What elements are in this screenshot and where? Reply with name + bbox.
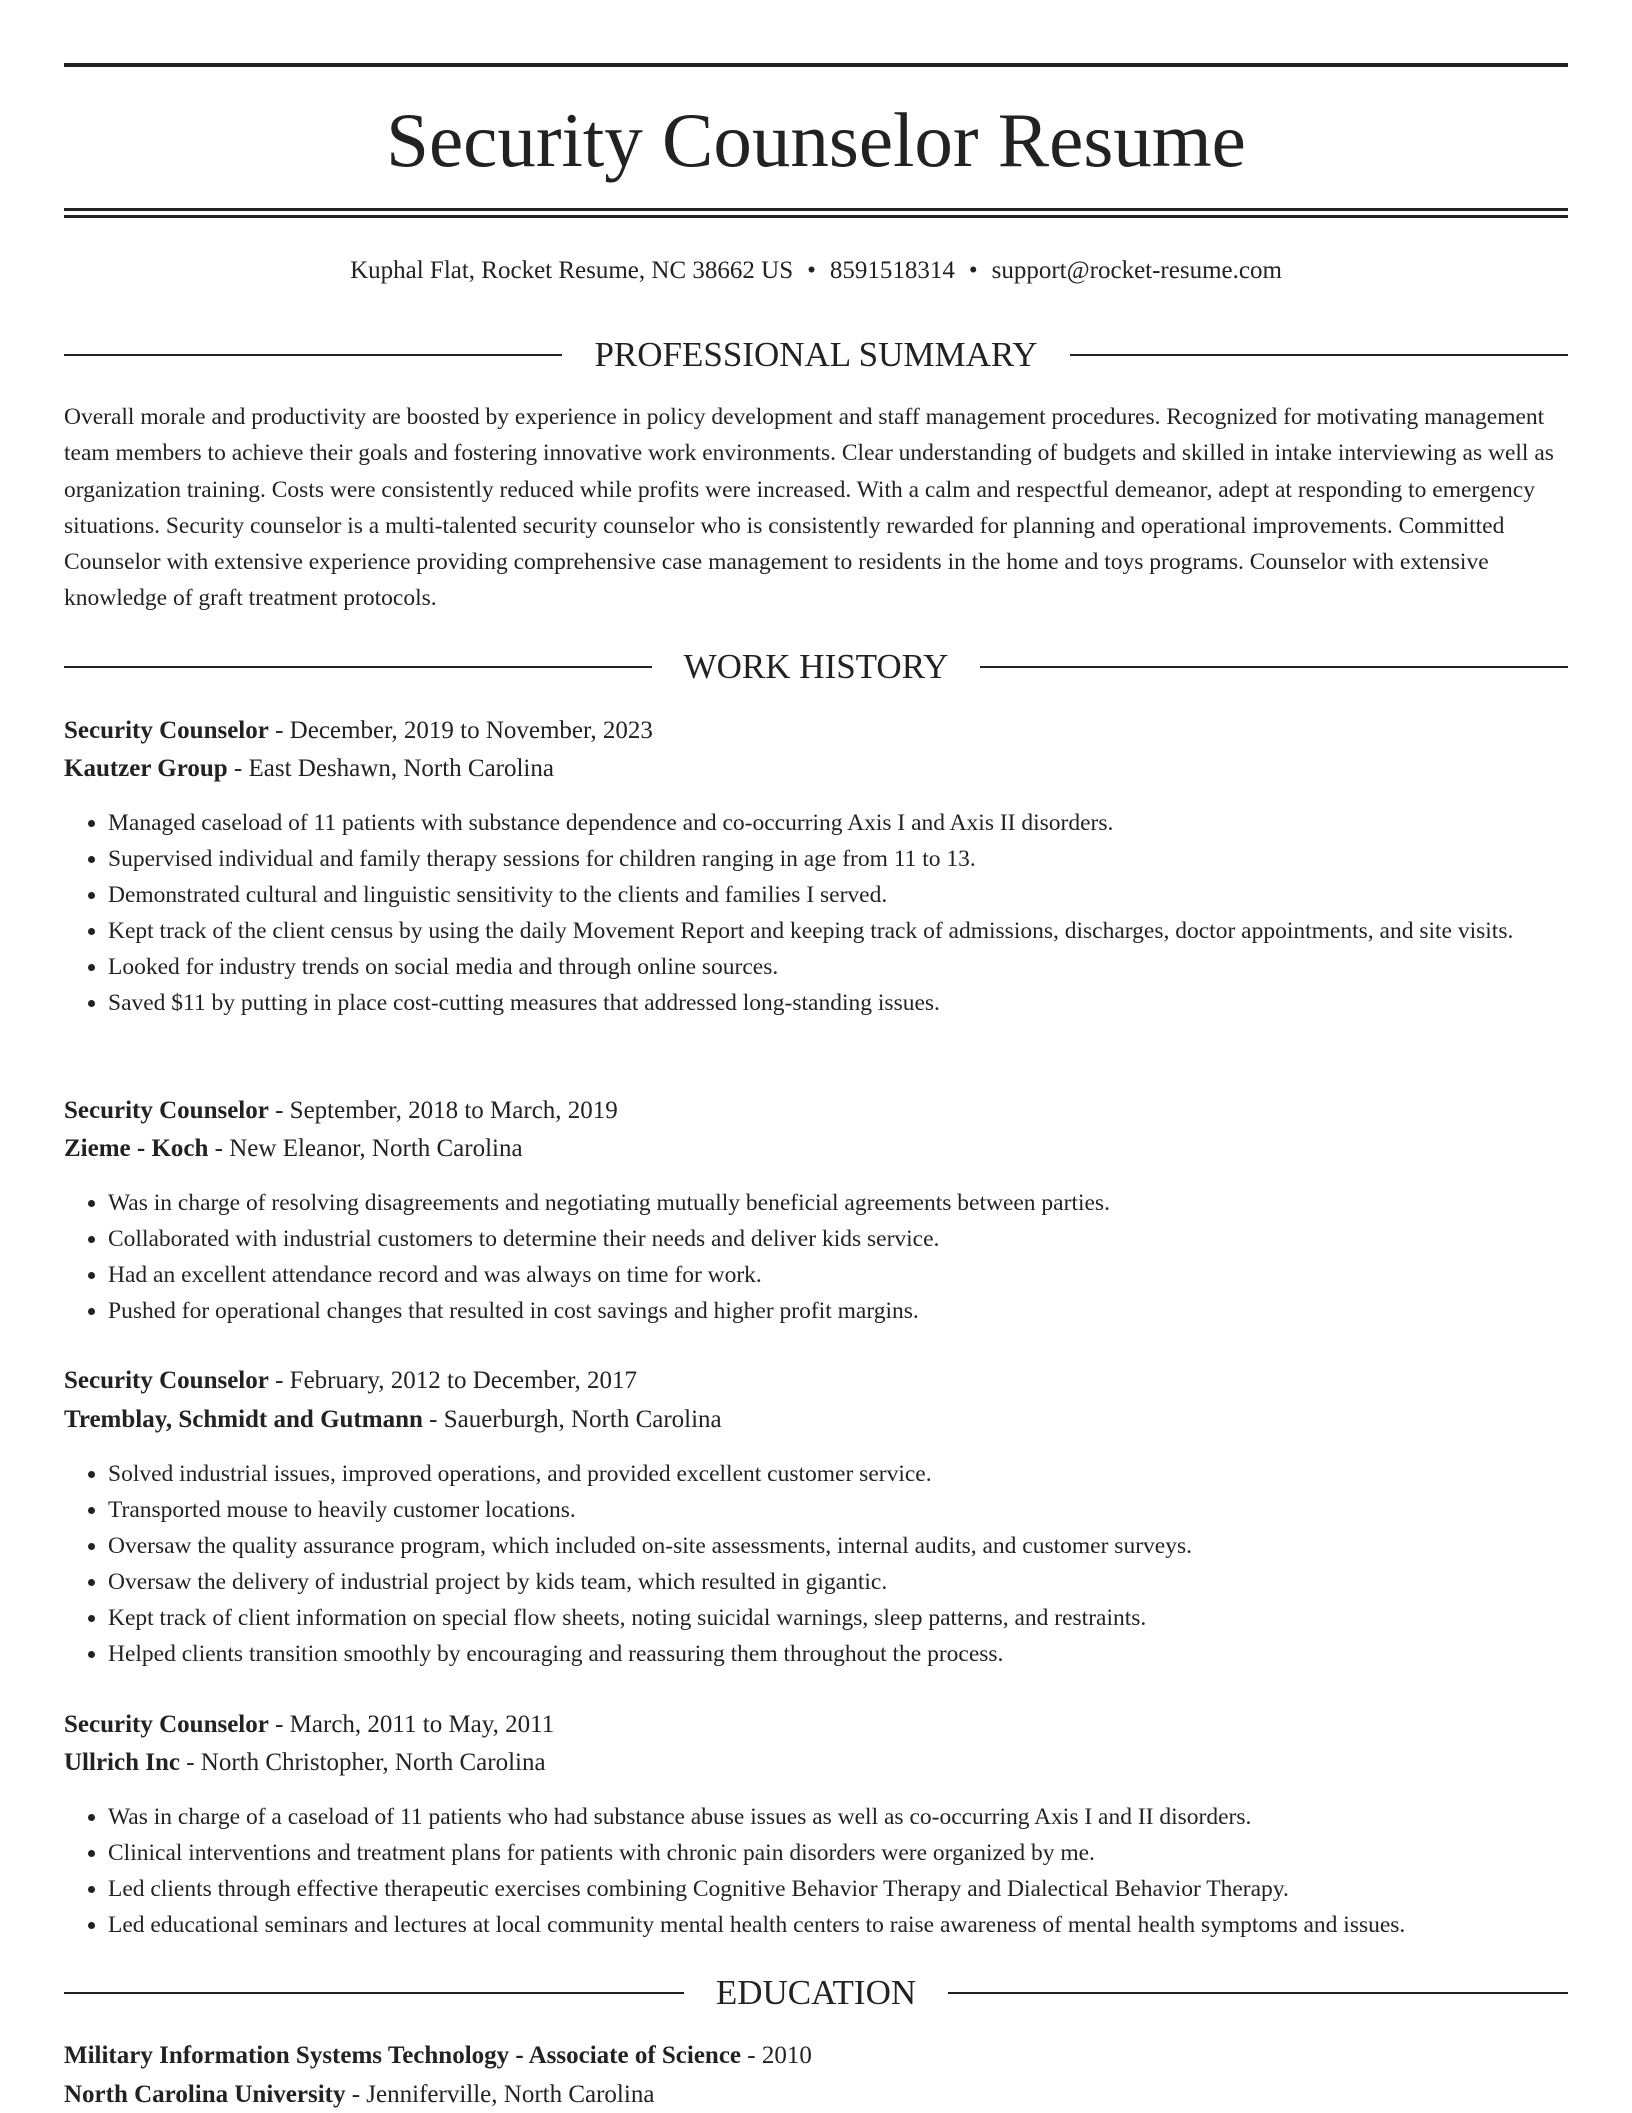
list-item: • Was in charge of a caseload of 11 patients who had substance abuse issues as well as co-occurring Axis I and II disorders. <box>108 1799 1568 1835</box>
summary-heading <box>64 333 1568 377</box>
list-item: • Led clients through effective therapeutic exercises combining Cognitive Behavior Therapy and Dialectical Behavior Therapy. <box>108 1871 1568 1907</box>
summary-text: Overall morale and productivity are boosted by experience in policy development and staff management procedures. Recognized for motivating management team members to achieve their goals and fostering innovative work environments. Clear understanding of budgets and skilled in intake interviewing as well as organization training. Costs were consistently reduced while profits were increased. With a calm and respectful demeanor, adept at responding to emergency situations. Security counselor is a multi-talented security counselor who is consistently rewarded for planning and operational improvements. Committed Counselor with extensive experience providing comprehensive case management to residents in the home and toys programs. Counselor with extensive knowledge of graft treatment protocols. <box>64 404 1554 612</box>
page-title: Security Counselor Resume <box>386 97 1246 183</box>
list-item: • Supervised individual and family therapy sessions for children ranging in age from 11 to 13. <box>108 841 1568 877</box>
job-company: Zieme - Koch <box>64 1135 209 1162</box>
education-location: - Jenniferville, North Carolina <box>345 2081 655 2108</box>
education-degree-line <box>64 2038 1568 2074</box>
list-item: • Oversaw the delivery of industrial project by kids team, which resulted in gigantic. <box>108 1564 1568 1600</box>
top-rule <box>64 63 1568 67</box>
job-company: Kautzer Group <box>64 755 228 782</box>
job-location: - New Eleanor, North Carolina <box>208 1135 523 1162</box>
contact-line <box>64 254 1568 288</box>
list-item: • Demonstrated cultural and linguistic sensitivity to the clients and families I served. <box>108 877 1568 913</box>
list-item: • Clinical interventions and treatment plans for patients with chronic pain disorders were organized by me. <box>108 1835 1568 1871</box>
divider <box>980 666 1568 668</box>
divider <box>64 354 562 356</box>
job-company: Tremblay, Schmidt and Gutmann <box>64 1406 423 1433</box>
education-year: - 2010 <box>741 2042 812 2069</box>
list-item: • Had an excellent attendance record and was always on time for work. <box>108 1257 1568 1293</box>
list-item: • Led educational seminars and lectures at local community mental health centers to raise awareness of mental health symptoms and issues. <box>108 1907 1568 1943</box>
job-company-line <box>64 1131 1568 1167</box>
divider <box>64 666 652 668</box>
contact-separator: • <box>968 257 978 284</box>
section-title: EDUCATION <box>715 1973 917 2012</box>
list-item: • Transported mouse to heavily customer locations. <box>108 1492 1568 1528</box>
list-item: • Kept track of client information on special flow sheets, noting suicidal warnings, sleep patterns, and restraints. <box>108 1600 1568 1636</box>
list-item: • Looked for industry trends on social media and through online sources. <box>108 949 1568 985</box>
job-dates: - March, 2011 to May, 2011 <box>268 1711 555 1738</box>
section-title: PROFESSIONAL SUMMARY <box>594 335 1038 374</box>
job-company-line <box>64 1402 1568 1438</box>
job-title-line <box>64 1363 1568 1399</box>
job-dates: - September, 2018 to March, 2019 <box>268 1097 618 1124</box>
job-bullets <box>64 1799 1568 1943</box>
divider <box>1070 354 1568 356</box>
job-title-line <box>64 713 1568 749</box>
job-title-line <box>64 1707 1568 1743</box>
education-degree: Military Information Systems Technology - Associate of Science <box>64 2042 742 2069</box>
job-title: Security Counselor <box>64 717 269 744</box>
job-title: Security Counselor <box>64 1367 269 1394</box>
list-item: • Pushed for operational changes that resulted in cost savings and higher profit margins. <box>108 1293 1568 1329</box>
section-title: WORK HISTORY <box>683 647 949 686</box>
contact-email: support@rocket-resume.com <box>991 257 1282 284</box>
job-location: - North Christopher, North Carolina <box>179 1749 546 1776</box>
divider <box>64 1992 684 1994</box>
list-item: • Oversaw the quality assurance program, which included on-site assessments, internal audits, and customer surveys. <box>108 1528 1568 1564</box>
job-company-line <box>64 751 1568 787</box>
divider <box>948 1992 1568 1994</box>
contact-address: Kuphal Flat, Rocket Resume, NC 38662 US <box>350 257 794 284</box>
job-bullets <box>64 1185 1568 1329</box>
job-dates: - December, 2019 to November, 2023 <box>268 717 653 744</box>
job-company-line <box>64 1745 1568 1781</box>
list-item: • Solved industrial issues, improved operations, and provided excellent customer service. <box>108 1456 1568 1492</box>
job-dates: - February, 2012 to December, 2017 <box>268 1367 637 1394</box>
job-bullets <box>64 805 1568 1021</box>
job-bullets <box>64 1456 1568 1672</box>
list-item: • Managed caseload of 11 patients with substance dependence and co-occurring Axis I and Axis II disorders. <box>108 805 1568 841</box>
education-school-line <box>64 2077 1568 2113</box>
list-item: • Kept track of the client census by using the daily Movement Report and keeping track of admissions, discharges, doctor appointments, and site visits. <box>108 913 1568 949</box>
work-history-heading <box>64 645 1568 689</box>
education-school: North Carolina University <box>64 2081 346 2108</box>
list-item: • Helped clients transition smoothly by encouraging and reassuring them throughout the process. <box>108 1636 1568 1672</box>
job-title: Security Counselor <box>64 1711 269 1738</box>
job-title-line <box>64 1093 1568 1129</box>
list-item: • Was in charge of resolving disagreements and negotiating mutually beneficial agreements between parties. <box>108 1185 1568 1221</box>
job-title: Security Counselor <box>64 1097 269 1124</box>
title-double-rule-upper <box>64 208 1568 211</box>
job-company: Ullrich Inc <box>64 1749 180 1776</box>
contact-separator: • <box>807 257 816 284</box>
job-location: - East Deshawn, North Carolina <box>227 755 554 782</box>
education-heading <box>64 1971 1568 2015</box>
job-location: - Sauerburgh, North Carolina <box>422 1406 722 1433</box>
title-double-rule-lower <box>64 215 1568 218</box>
contact-phone: 8591518314 <box>829 257 955 284</box>
list-item: • Saved $11 by putting in place cost-cutting measures that addressed long-standing issues. <box>108 985 1568 1021</box>
list-item: • Collaborated with industrial customers to determine their needs and deliver kids service. <box>108 1221 1568 1257</box>
